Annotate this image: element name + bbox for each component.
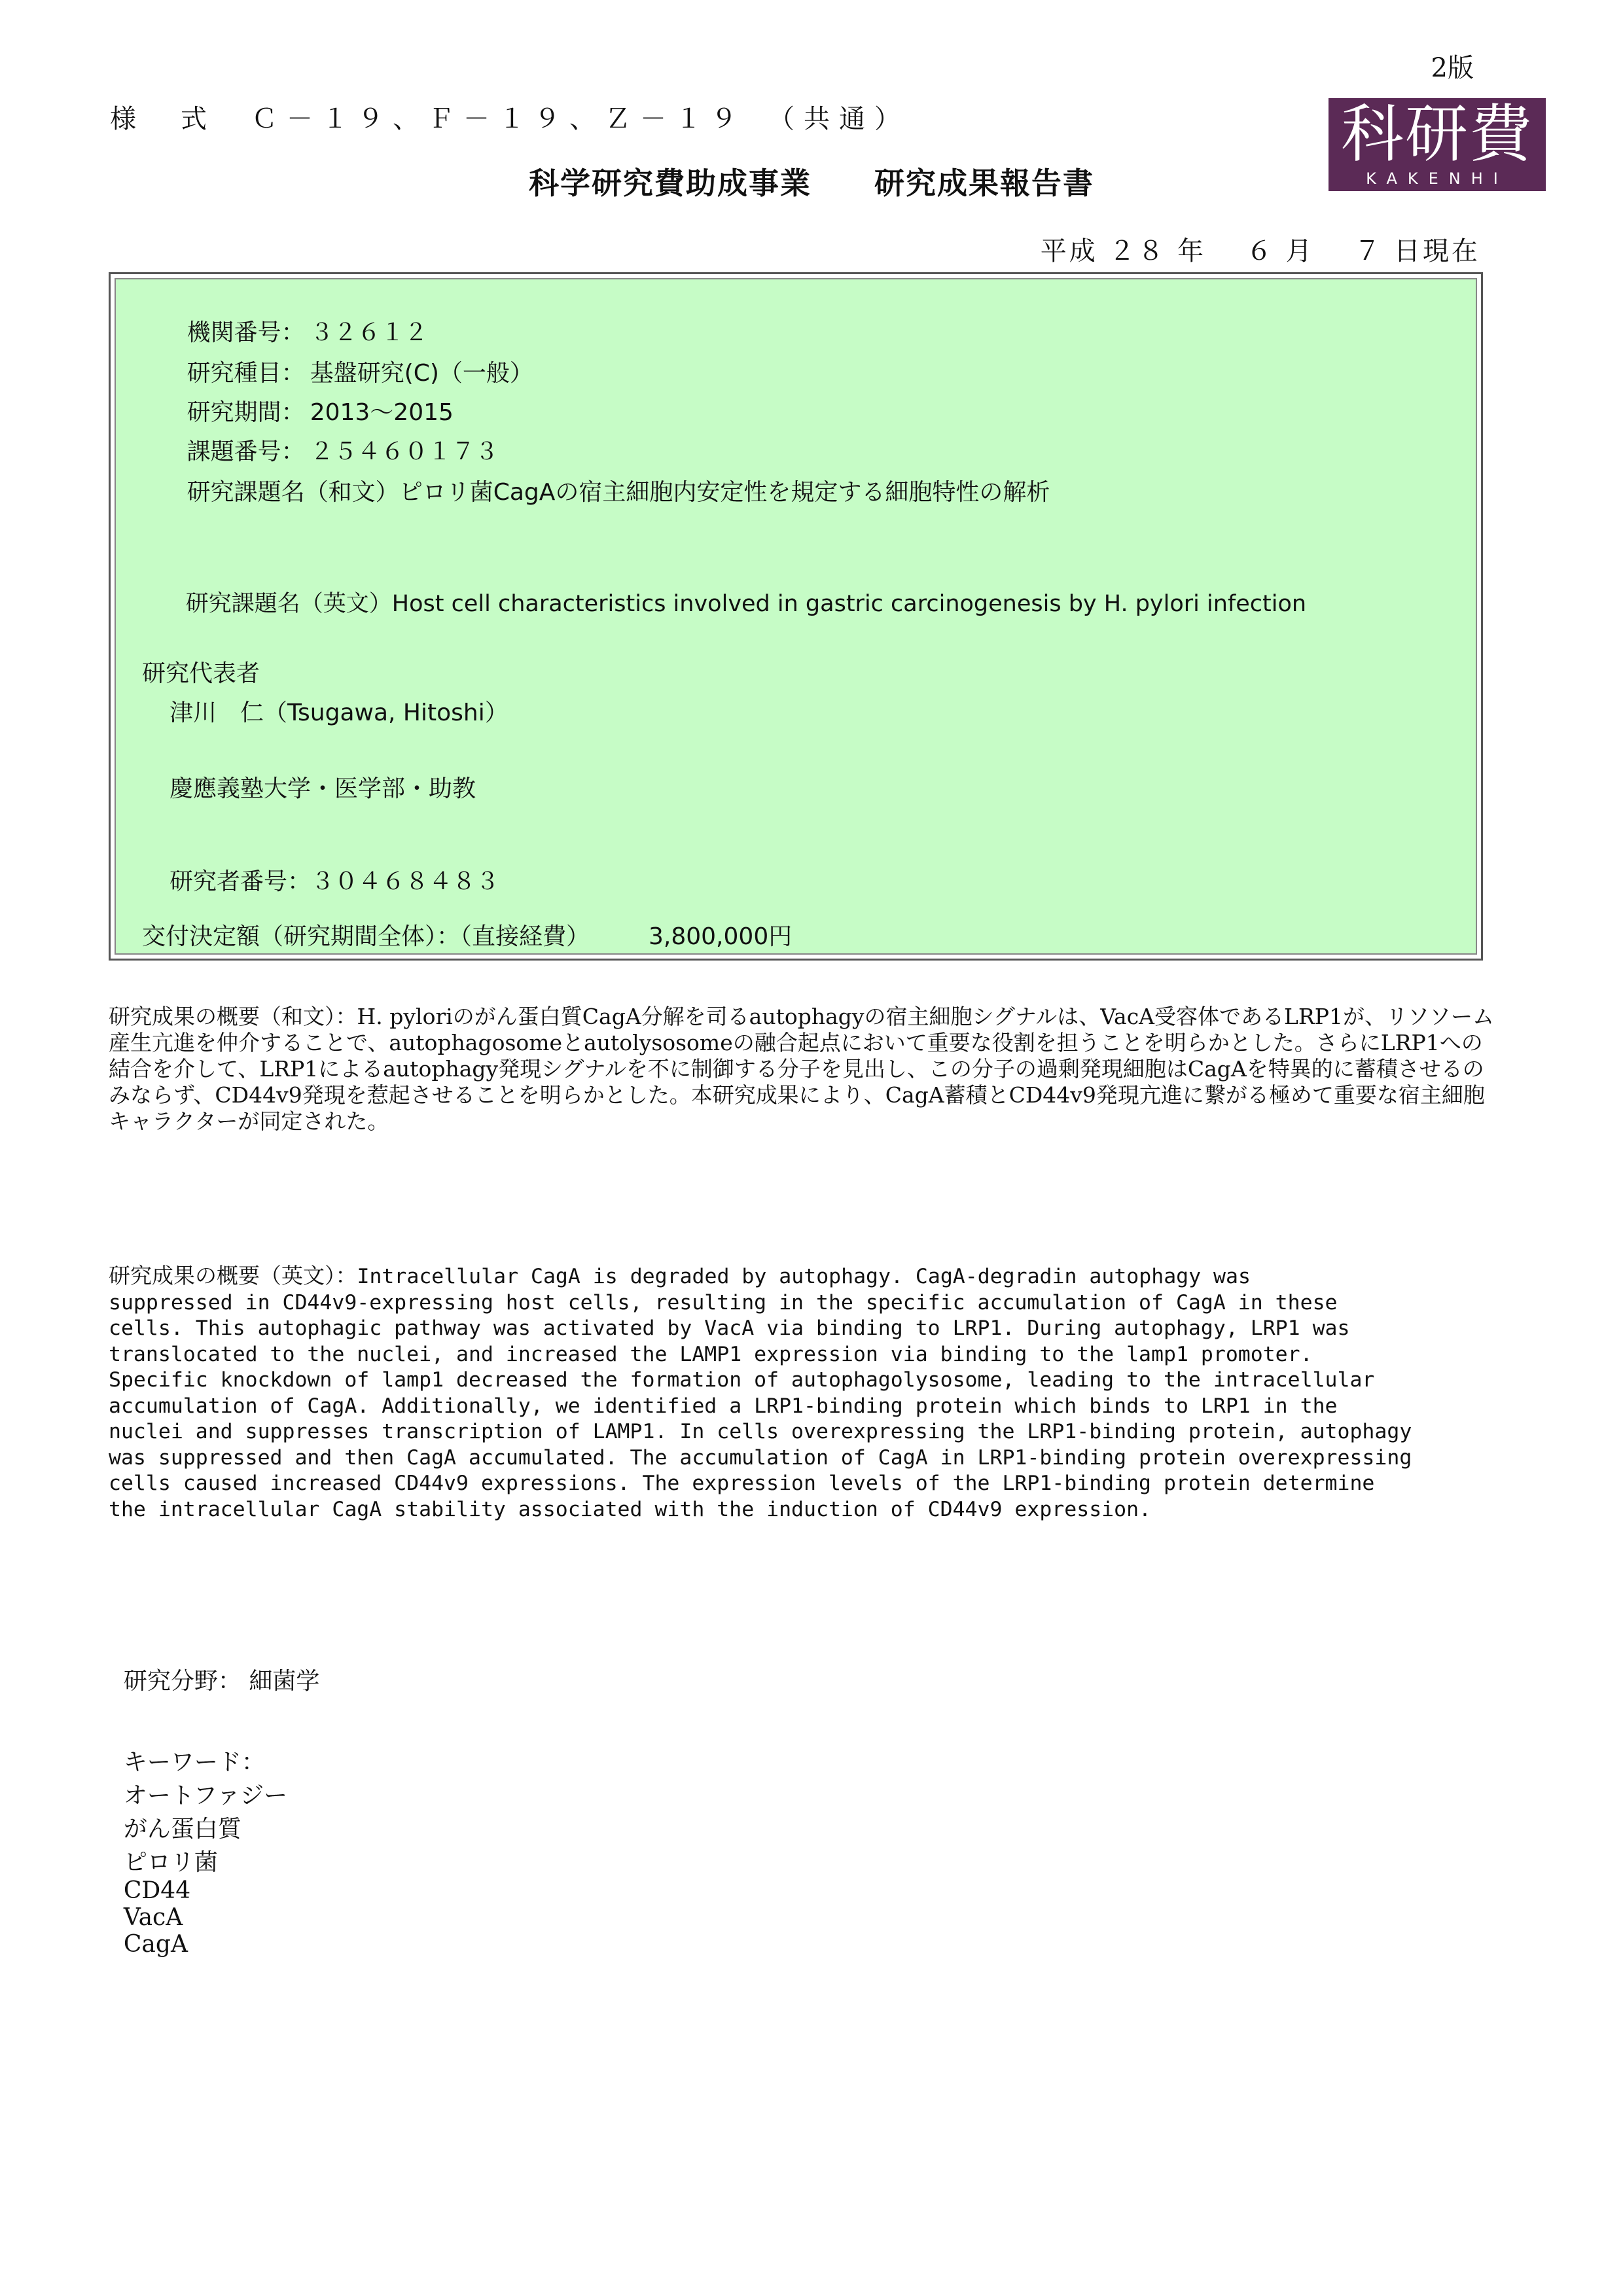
- summary-en-line: was suppressed and then CagA accumulated. The accumulation of CagA in LRP1-binding protein overexpressing: [109, 1445, 1412, 1470]
- title-en-value: Host cell characteristics involved in gastric carcinogenesis by H. pylori infection: [391, 591, 1307, 617]
- research-field: [109, 1636, 319, 1696]
- summary-en-line: accumulation of CagA. Additionally, we identified a LRP1-binding protein which binds to LRP1 in the: [109, 1394, 1338, 1418]
- category-value: 基盤研究(C)（一般）: [310, 360, 533, 387]
- logo-kanji: 科研費: [1341, 97, 1533, 171]
- summary-en-line: cells. This autophagic pathway was activated by VacA via binding to LRP1. During autophagy, LRP1 was: [109, 1316, 1350, 1340]
- kakenhi-logo: [1329, 98, 1546, 191]
- summary-en-line: cells caused increased CD44v9 expressions. The expression levels of the LRP1-binding protein determine: [109, 1472, 1375, 1495]
- period-label: 研究期間：: [187, 399, 305, 426]
- project-number-label: 課題番号：: [187, 438, 305, 465]
- summary-en-line: the intracellular CagA stability associated with the induction of CD44v9 expression.: [109, 1497, 1152, 1521]
- researcher-number: 研究者番号：３０４６８４８３: [169, 868, 500, 895]
- summary-en-line: Specific knockdown of lamp1 decreased the formation of autophagolysosome, leading to the intracellular: [109, 1368, 1375, 1392]
- form-code: 様 式 Ｃ－１９、Ｆ－１９、Ｚ－１９ （共通）: [110, 104, 910, 134]
- report-title: 科学研究費助成事業 研究成果報告書: [529, 166, 1094, 201]
- summary-en: [109, 1263, 1522, 1523]
- keyword-item: オートファジー: [123, 1782, 288, 1809]
- keywords-label: キーワード：: [123, 1749, 265, 1776]
- keyword-item: CagA: [123, 1931, 188, 1958]
- keyword-item: VacA: [123, 1904, 183, 1931]
- title-en-row: [142, 559, 1306, 645]
- category-label: 研究種目：: [187, 360, 305, 387]
- summary-en-line: translocated to the nuclei, and increased the LAMP1 expression via binding to the lamp1 promoter.: [109, 1342, 1313, 1366]
- grant-amount: 交付決定額（研究期間全体）：（直接経費） 3,800,000円: [142, 923, 793, 950]
- version-label: 2版: [1431, 53, 1474, 83]
- summary-en-line: nuclei and suppresses transcription of LAMP1. In cells overexpressing the LRP1-binding protein, autophagy: [109, 1420, 1412, 1443]
- summary-ja-label: 研究成果の概要（和文）：: [109, 1004, 357, 1029]
- report-date: 平成 ２８ 年 ６ 月 ７ 日現在: [1040, 236, 1480, 266]
- summary-en-label: 研究成果の概要（英文）：: [109, 1263, 357, 1288]
- summary-ja-text: H. pyloriのがん蛋白質CagA分解を司るautophagyの宿主細胞シグナルは、VacA受容体であるLRP1が、リソソーム産生亢進を仲介することで、autophagosomeとautolysosomeの融合起点において重要な役割を担うことを明らかとした。さらにLRP1への結合を介して、LRP1によるautophagy発現シグナルを不に制御する分子を見出し、この分子の過剰発現細胞はCagAを特異的に蓄積させるのみならず、CD44v9発現を惹起させることを明らかとした。本研究成果により、CagA蓄積とCD44v9発現亢進に繋がる極めて重要な宿主細胞キャラクターが同定された。: [109, 1004, 1494, 1134]
- research-field-value: 細菌学: [249, 1668, 320, 1695]
- logo-roman: KAKENHI: [1366, 169, 1508, 188]
- keyword-item: がん蛋白質: [123, 1816, 241, 1843]
- project-info-box: [109, 272, 1483, 961]
- summary-ja: [109, 1004, 1496, 1135]
- keyword-item: CD44: [123, 1877, 191, 1904]
- period-value: 2013～2015: [310, 399, 454, 426]
- research-field-label: 研究分野：: [123, 1668, 241, 1695]
- title-ja-label: 研究課題名（和文）: [187, 479, 399, 506]
- project-number-value: ２５４６０１７３: [310, 438, 499, 465]
- title-en-label: 研究課題名（英文）: [185, 591, 392, 617]
- keyword-item: ピロリ菌: [123, 1849, 218, 1876]
- title-ja-row: [142, 447, 1050, 534]
- institution-value: ３２６１２: [310, 319, 428, 346]
- summary-en-line: suppressed in CD44v9-expressing host cells, resulting in the specific accumulation of CagA in these: [109, 1290, 1338, 1315]
- title-ja-value: ピロリ菌CagAの宿主細胞内安定性を規定する細胞特性の解析: [399, 479, 1050, 506]
- keywords: [109, 1717, 316, 1958]
- summary-en-line: Intracellular CagA is degraded by autophagy. CagA-degradin autophagy was: [357, 1265, 1251, 1288]
- pi-affiliation: 慶應義塾大学・医学部・助教: [169, 775, 476, 802]
- pi-label: 研究代表者: [142, 660, 260, 687]
- institution-label: 機関番号：: [187, 319, 305, 346]
- pi-name: 津川 仁（Tsugawa, Hitoshi）: [169, 699, 508, 726]
